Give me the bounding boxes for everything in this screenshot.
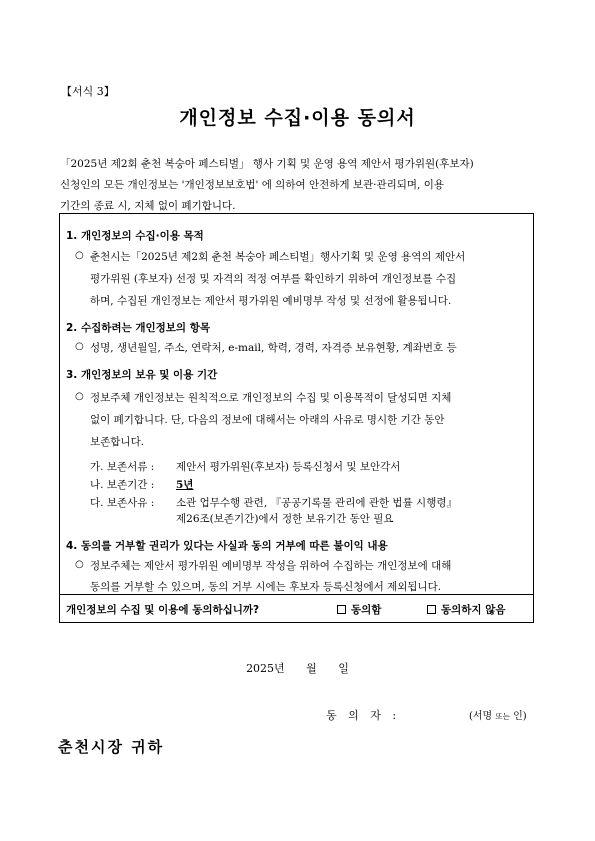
document-title: 개인정보 수집·이용 동의서 [179, 107, 416, 129]
signature-note [469, 707, 527, 722]
date-line: 2025년 월 일 [246, 662, 349, 675]
section-4-line: 정보주체는 제안서 평가위원 예비명부 작성을 위하여 수집하는 개인정보에 대해 [90, 560, 452, 572]
consent-row [60, 594, 533, 625]
bullet-icon: ○ [75, 391, 84, 402]
retention-docs-value: 제안서 평가위원(후보자) 등록신청서 및 보안각서 [176, 461, 401, 473]
section-4-heading: 4. 동의를 거부할 권리가 있다는 사실과 동의 거부에 따른 불이익 내용 [66, 540, 388, 552]
intro-paragraph [60, 154, 538, 217]
intro-line: 「2025년 제2회 춘천 복숭아 페스티벌」 행사 기획 및 운영 용역 제안서 평가위원(후보자) [60, 158, 474, 170]
section-3-heading: 3. 개인정보의 보유 및 이용 기간 [66, 369, 218, 381]
consent-question: 개인정보의 수집 및 이용에 동의하십니까? [66, 604, 260, 616]
section-2-line: 성명, 생년월일, 주소, 연락처, e-mail, 학력, 경력, 자격증 보유현황, 계좌번호 등 [90, 342, 457, 354]
consent-details-box [59, 213, 534, 623]
recipient: 춘천시장 귀하 [58, 738, 165, 756]
agree-checkbox[interactable] [337, 605, 346, 614]
disagree-checkbox[interactable] [427, 605, 436, 614]
section-3-line: 보존합니다. [90, 436, 145, 448]
signature-note-prefix: (서명 [469, 711, 493, 722]
retention-reason-label: 다. 보존사유 : [90, 497, 155, 509]
section-3-line: 없이 폐기합니다. 단, 다음의 정보에 대해서는 아래의 사유로 명시한 기간 동안 [90, 414, 445, 426]
disagree-option[interactable] [427, 602, 506, 617]
bullet-icon: ○ [75, 250, 84, 261]
agree-label: 동의함 [351, 604, 382, 616]
bullet-icon: ○ [75, 341, 84, 352]
bullet-icon: ○ [75, 559, 84, 570]
signature-note-suffix: 인) [513, 711, 527, 722]
signer-label: 동 의 자 : [326, 709, 401, 722]
form-number: 【서식 3】 [61, 85, 115, 98]
retention-period-value: 5년 [176, 479, 194, 491]
agree-option[interactable] [337, 602, 381, 617]
section-1-line: 평가위원 (후보자) 선정 및 자격의 적정 여부를 확인하기 위하여 개인정보를 수집 [90, 273, 457, 285]
intro-line: 기간의 종료 시, 지체 없이 폐기합니다. [60, 200, 236, 212]
retention-period-label: 나. 보존기간 : [90, 479, 155, 491]
retention-docs-label: 가. 보존서류 : [90, 461, 155, 473]
retention-reason-value: 제26조(보존기간)에서 정한 보유기간 동안 필요 [176, 513, 394, 525]
section-1-line: 춘천시는「2025년 제2회 춘천 복숭아 페스티벌」행사기획 및 운영 용역의 제안서 [90, 251, 466, 263]
section-1-heading: 1. 개인정보의 수집·이용 목적 [66, 230, 204, 242]
section-3-line: 정보주체 개인정보는 원칙적으로 개인정보의 수집 및 이용목적이 달성되면 지체 [90, 392, 452, 404]
section-2-heading: 2. 수집하려는 개인정보의 항목 [66, 322, 210, 334]
retention-reason-value: 소관 업무수행 관련, 『공공기록물 관리에 관한 법률 시행령』 [176, 497, 457, 509]
signature-note-small: 또는 [495, 712, 510, 721]
section-4-line: 동의를 거부할 수 있으며, 동의 거부 시에는 후보자 등록신청에서 제외됩니다. [90, 581, 442, 593]
intro-line: 신청인의 모든 개인정보는 '개인정보보호법' 에 의하여 안전하게 보관·관리되며, 이용 [60, 179, 445, 191]
section-1-line: 하며, 수집된 개인정보는 제안서 평가위원 예비명부 작성 및 선정에 활용됩니다. [90, 295, 452, 307]
disagree-label: 동의하지 않음 [441, 604, 506, 616]
